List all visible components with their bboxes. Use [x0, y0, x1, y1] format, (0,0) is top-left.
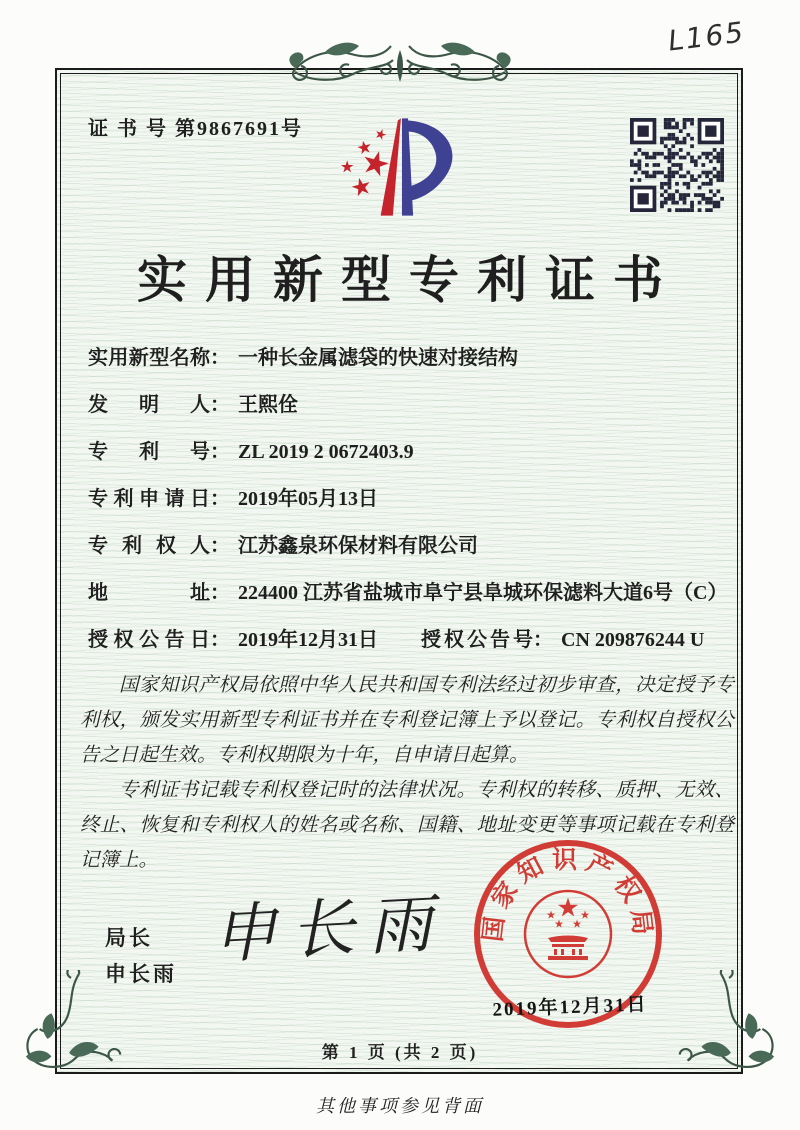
grant-date-value: 2019年12月31日 [238, 629, 378, 651]
back-note: 其他事项参见背面 [316, 1096, 484, 1116]
svg-text:国家知识产权局 [479, 846, 657, 943]
field-row-utility-model-name: 实用新型名称： 一种长金属滤袋的快速对接结构 [88, 347, 518, 369]
field-row-address: 地址： 224400 江苏省盐城市阜宁县阜城环保滤料大道6号（C） [88, 582, 728, 604]
body-paragraph-2: 专利证书记载专利权登记时的法律状况。专利权的转移、质押、无效、终止、恢复和专利权人的姓名或名称、国籍、地址变更等事项记载在专利登记簿上。 [80, 780, 734, 871]
field-label: 发明人 [88, 394, 210, 416]
handwritten-note: L165 [666, 15, 747, 58]
field-value: 一种长金属滤袋的快速对接结构 [238, 347, 518, 369]
top-ornament-icon [280, 38, 520, 104]
certificate-title: 实用新型专利证书 [137, 252, 681, 308]
field-value: 2019年05月13日 [238, 488, 378, 510]
field-value: ZL 2019 2 0672403.9 [238, 441, 414, 463]
field-list [88, 345, 733, 674]
field-row-patent-number: 专利号： ZL 2019 2 0672403.9 [88, 441, 414, 463]
grant-number-value: CN 209876244 U [561, 629, 705, 651]
field-label: 专利权人 [88, 535, 210, 557]
field-row-grant [88, 627, 733, 653]
cnipa-patent-logo-icon [334, 106, 476, 228]
page-number: 第 1 页 (共 2 页) [321, 1043, 479, 1062]
field-row-filing-date: 专利申请日： 2019年05月13日 [88, 488, 378, 510]
field-label: 地址 [88, 582, 210, 604]
field-row-inventor: 发明人： 王熙佺 [88, 394, 298, 416]
qr-code [630, 118, 724, 212]
field-row-patentee: 专利权人： 江苏鑫泉环保材料有限公司 [88, 535, 478, 557]
seal-agency-text: 国家知识产权局 [479, 846, 657, 944]
bottom-right-ornament-icon [664, 970, 782, 1088]
director-name: 申长雨 [105, 962, 177, 986]
seal-date: 2019年12月31日 [492, 994, 648, 1021]
grant-number-pair: 授权公告号： CN 209876244 U [421, 629, 705, 651]
field-label: 专利号 [88, 441, 210, 463]
director-title: 局长 [105, 926, 153, 950]
field-label: 专利申请日 [88, 488, 210, 510]
certificate-number: 证 书 号 第9867691号 [88, 118, 303, 140]
body-paragraph-1: 国家知识产权局依照中华人民共和国专利法经过初步审查，决定授予专利权，颁发实用新型专利证书并在专利登记簿上予以登记。专利权自授权公告之日起生效。专利权期限为十年，自申请日起算。 [80, 675, 734, 766]
field-value: 224400 江苏省盐城市阜宁县阜城环保滤料大道6号（C） [238, 582, 728, 604]
field-value: 江苏鑫泉环保材料有限公司 [238, 535, 478, 557]
field-label: 授权公告号 [421, 629, 533, 651]
field-label: 实用新型名称 [88, 347, 210, 369]
national-emblem-icon [525, 891, 611, 977]
field-label: 授权公告日 [88, 629, 210, 651]
grant-date-pair: 授权公告日： 2019年12月31日 [88, 629, 378, 651]
director-autograph: 申长雨 [210, 887, 448, 971]
field-value: 王熙佺 [238, 394, 298, 416]
